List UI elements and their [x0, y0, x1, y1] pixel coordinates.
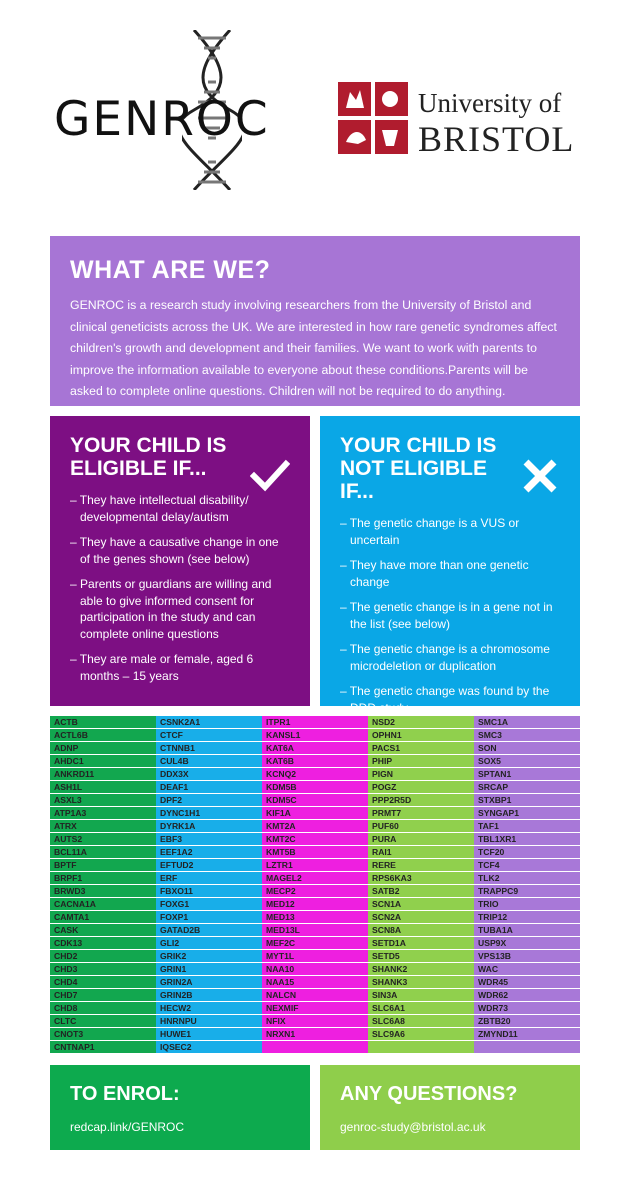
genroc-logo [52, 30, 302, 190]
gene-column [368, 716, 474, 1054]
gene-cell: USP9X [474, 937, 580, 950]
list-item: – The genetic change is a VUS or uncertain [340, 515, 560, 548]
gene-cell: SLC6A1 [368, 1002, 474, 1015]
gene-cell: TRIO [474, 898, 580, 911]
gene-cell: SIN3A [368, 989, 474, 1002]
gene-cell: CAMTA1 [50, 911, 156, 924]
gene-cell: NAA15 [262, 976, 368, 989]
gene-cell [368, 1041, 474, 1054]
gene-cell: ANKRD11 [50, 768, 156, 781]
not-eligible-section [320, 416, 580, 715]
list-item: – They have more than one genetic change [340, 557, 560, 590]
gene-cell: CHD2 [50, 950, 156, 963]
gene-cell: POGZ [368, 781, 474, 794]
gene-cell: KDM5C [262, 794, 368, 807]
gene-cell: NSD2 [368, 716, 474, 729]
gene-cell: PHIP [368, 755, 474, 768]
gene-cell: ASH1L [50, 781, 156, 794]
gene-cell: DDX3X [156, 768, 262, 781]
gene-cell: SCN8A [368, 924, 474, 937]
eligible-section [50, 416, 310, 706]
gene-cell: GRIN2B [156, 989, 262, 1002]
gene-cell: FBXO11 [156, 885, 262, 898]
what-are-we-section [50, 236, 580, 406]
gene-cell: DEAF1 [156, 781, 262, 794]
gene-cell: PRMT7 [368, 807, 474, 820]
gene-cell: CHD3 [50, 963, 156, 976]
not-eligible-list [340, 515, 560, 716]
gene-cell: ZBTB20 [474, 1015, 580, 1028]
gene-cell: WAC [474, 963, 580, 976]
gene-cell: CLTC [50, 1015, 156, 1028]
gene-cell: MED12 [262, 898, 368, 911]
gene-cell: SMC1A [474, 716, 580, 729]
gene-cell: TLK2 [474, 872, 580, 885]
gene-cell: STXBP1 [474, 794, 580, 807]
gene-cell: RERE [368, 859, 474, 872]
gene-column [156, 716, 262, 1054]
gene-cell: SHANK2 [368, 963, 474, 976]
gene-cell: SLC6A8 [368, 1015, 474, 1028]
gene-cell: DYNC1H1 [156, 807, 262, 820]
gene-cell: OPHN1 [368, 729, 474, 742]
gene-cell: ERF [156, 872, 262, 885]
bristol-crest-icon [338, 82, 408, 154]
gene-cell: KMT5B [262, 846, 368, 859]
gene-cell: CDK13 [50, 937, 156, 950]
what-are-we-body: GENROC is a research study involving researchers from the University of Bristol and clinical geneticists across the UK. We are interested in how rare genetic syndromes affect children's growth and development and their families. We want to work with parents to improve the information available to everyone about these conditions.Parents will be asked to complete online questions. Children will not be required to do anything. [70, 298, 557, 398]
list-item: – The genetic change is a chromosome microdeletion or duplication [340, 641, 560, 674]
gene-cell: GATAD2B [156, 924, 262, 937]
gene-column [50, 716, 156, 1054]
gene-cell: KMT2A [262, 820, 368, 833]
gene-cell: SATB2 [368, 885, 474, 898]
gene-cell: NAA10 [262, 963, 368, 976]
gene-cell: DYRK1A [156, 820, 262, 833]
gene-table [50, 716, 580, 1054]
what-are-we-title: WHAT ARE WE? [70, 256, 271, 284]
cross-icon [520, 456, 560, 496]
gene-cell: ITPR1 [262, 716, 368, 729]
gene-cell: SCN2A [368, 911, 474, 924]
gene-cell: SPTAN1 [474, 768, 580, 781]
gene-cell: RPS6KA3 [368, 872, 474, 885]
gene-cell: KAT6A [262, 742, 368, 755]
gene-cell: VPS13B [474, 950, 580, 963]
gene-cell: SRCAP [474, 781, 580, 794]
gene-cell: TUBA1A [474, 924, 580, 937]
gene-cell: EEF1A2 [156, 846, 262, 859]
gene-cell: KMT2C [262, 833, 368, 846]
gene-cell: HECW2 [156, 1002, 262, 1015]
gene-cell: SETD1A [368, 937, 474, 950]
questions-section [320, 1065, 580, 1150]
list-item: – The genetic change was found by the DDD study [340, 683, 560, 716]
gene-cell: BPTF [50, 859, 156, 872]
contact-email-link[interactable]: genroc-study@bristol.ac.uk [340, 1120, 486, 1134]
gene-cell: SOX5 [474, 755, 580, 768]
gene-cell: ACTL6B [50, 729, 156, 742]
gene-cell: AHDC1 [50, 755, 156, 768]
gene-cell: NFIX [262, 1015, 368, 1028]
gene-column [262, 716, 368, 1054]
questions-title: ANY QUESTIONS? [340, 1083, 518, 1105]
gene-cell: TAF1 [474, 820, 580, 833]
gene-cell: KIF1A [262, 807, 368, 820]
gene-cell: CNTNAP1 [50, 1041, 156, 1054]
gene-cell: SHANK3 [368, 976, 474, 989]
gene-cell: CACNA1A [50, 898, 156, 911]
gene-cell: KAT6B [262, 755, 368, 768]
gene-column [474, 716, 580, 1054]
list-item: – They have a causative change in one of the genes shown (see below) [70, 534, 290, 567]
checkmark-icon [250, 456, 290, 496]
gene-cell: LZTR1 [262, 859, 368, 872]
gene-cell: HNRNPU [156, 1015, 262, 1028]
eligible-list [70, 492, 290, 684]
gene-cell: CUL4B [156, 755, 262, 768]
gene-cell: TRIP12 [474, 911, 580, 924]
gene-cell: TCF20 [474, 846, 580, 859]
gene-cell: PURA [368, 833, 474, 846]
gene-cell: PIGN [368, 768, 474, 781]
gene-cell: KANSL1 [262, 729, 368, 742]
gene-cell: ZMYND11 [474, 1028, 580, 1041]
gene-cell: ADNP [50, 742, 156, 755]
gene-cell: SMC3 [474, 729, 580, 742]
gene-cell: GRIN1 [156, 963, 262, 976]
gene-cell: TCF4 [474, 859, 580, 872]
gene-cell: SLC9A6 [368, 1028, 474, 1041]
gene-cell [262, 1041, 368, 1054]
gene-cell: SON [474, 742, 580, 755]
gene-cell: TBL1XR1 [474, 833, 580, 846]
gene-cell: CTNNB1 [156, 742, 262, 755]
enrol-link[interactable]: redcap.link/GENROC [70, 1120, 185, 1134]
gene-cell: GRIK2 [156, 950, 262, 963]
list-item: – Parents or guardians are willing and able to give informed consent for participation in the study and can complete online questions [70, 576, 290, 642]
gene-cell: CASK [50, 924, 156, 937]
gene-cell: CNOT3 [50, 1028, 156, 1041]
university-name-line2: BRISTOL [418, 119, 575, 159]
gene-cell: PACS1 [368, 742, 474, 755]
list-item: – The genetic change is in a gene not in the list (see below) [340, 599, 560, 632]
gene-cell: NEXMIF [262, 1002, 368, 1015]
gene-cell: MED13L [262, 924, 368, 937]
gene-cell: ATRX [50, 820, 156, 833]
university-name-line1: University of [418, 88, 562, 118]
gene-cell: KCNQ2 [262, 768, 368, 781]
gene-cell: ASXL3 [50, 794, 156, 807]
gene-cell: NALCN [262, 989, 368, 1002]
gene-cell [474, 1041, 580, 1054]
eligible-title: YOUR CHILD IS ELIGIBLE IF... [70, 434, 227, 480]
gene-cell: RAI1 [368, 846, 474, 859]
enrol-title: TO ENROL: [70, 1083, 180, 1105]
genroc-wordmark: GENROC [54, 92, 270, 147]
gene-cell: KDM5B [262, 781, 368, 794]
gene-cell: SETD5 [368, 950, 474, 963]
gene-cell: TRAPPC9 [474, 885, 580, 898]
gene-cell: CSNK2A1 [156, 716, 262, 729]
gene-cell: BRWD3 [50, 885, 156, 898]
list-item: – They have intellectual disability/ developmental delay/autism [70, 492, 290, 525]
gene-cell: BCL11A [50, 846, 156, 859]
gene-cell: FOXG1 [156, 898, 262, 911]
gene-cell: MAGEL2 [262, 872, 368, 885]
gene-cell: EBF3 [156, 833, 262, 846]
gene-cell: PUF60 [368, 820, 474, 833]
enrol-section [50, 1065, 310, 1150]
gene-cell: CHD4 [50, 976, 156, 989]
gene-cell: ACTB [50, 716, 156, 729]
gene-cell: SYNGAP1 [474, 807, 580, 820]
gene-cell: MEF2C [262, 937, 368, 950]
gene-cell: AUTS2 [50, 833, 156, 846]
gene-cell: PPP2R5D [368, 794, 474, 807]
gene-cell: CHD7 [50, 989, 156, 1002]
gene-cell: ATP1A3 [50, 807, 156, 820]
gene-cell: IQSEC2 [156, 1041, 262, 1054]
list-item: – They are male or female, aged 6 months – 15 years [70, 651, 290, 684]
gene-cell: WDR73 [474, 1002, 580, 1015]
university-of-bristol-logo [338, 82, 583, 162]
gene-cell: NRXN1 [262, 1028, 368, 1041]
gene-cell: EFTUD2 [156, 859, 262, 872]
gene-cell: MYT1L [262, 950, 368, 963]
gene-cell: CHD8 [50, 1002, 156, 1015]
gene-cell: CTCF [156, 729, 262, 742]
gene-cell: GLI2 [156, 937, 262, 950]
gene-cell: BRPF1 [50, 872, 156, 885]
gene-cell: HUWE1 [156, 1028, 262, 1041]
gene-cell: SCN1A [368, 898, 474, 911]
gene-cell: DPF2 [156, 794, 262, 807]
gene-cell: GRIN2A [156, 976, 262, 989]
gene-cell: WDR62 [474, 989, 580, 1002]
not-eligible-title: YOUR CHILD IS NOT ELIGIBLE IF... [340, 434, 497, 503]
gene-cell: MECP2 [262, 885, 368, 898]
gene-cell: MED13 [262, 911, 368, 924]
gene-cell: FOXP1 [156, 911, 262, 924]
gene-cell: WDR45 [474, 976, 580, 989]
